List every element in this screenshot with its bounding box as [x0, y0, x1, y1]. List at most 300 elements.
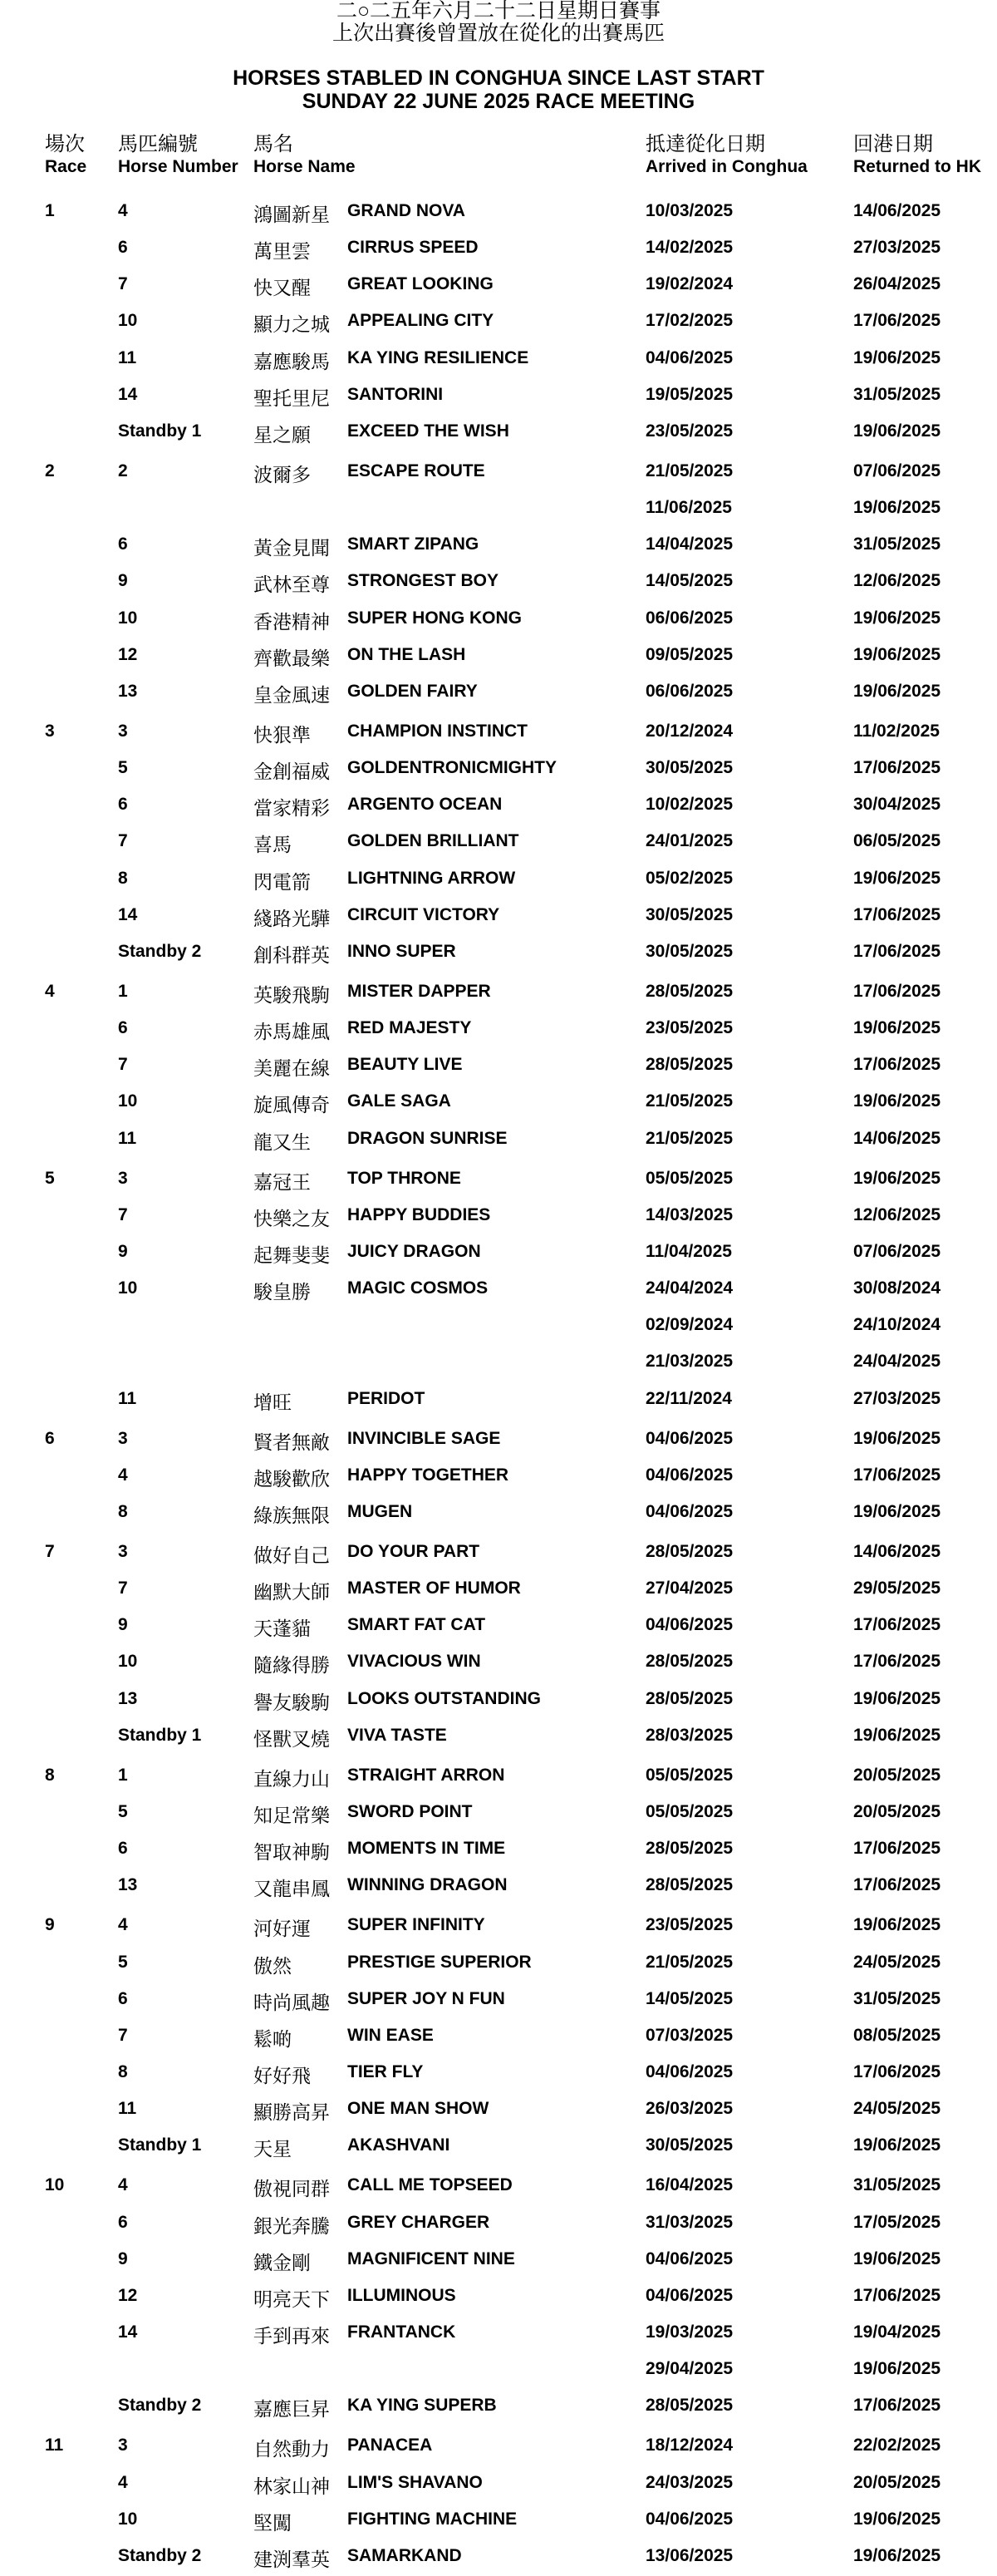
arrived-date-cell: 28/05/2025 — [646, 981, 734, 1001]
arrived-date-cell: 20/12/2024 — [646, 721, 734, 741]
arrived-date-cell: 04/06/2025 — [646, 1615, 734, 1635]
horse-number-cell: 6 — [118, 1018, 128, 1038]
table-row — [0, 675, 997, 712]
arrived-date-cell: 10/02/2025 — [646, 795, 734, 815]
horse-number-cell: 6 — [118, 1839, 128, 1859]
arrived-date-cell: 14/05/2025 — [646, 571, 734, 591]
table-row — [0, 602, 997, 638]
returned-date-cell: 19/06/2025 — [853, 1091, 941, 1111]
returned-date-cell: 30/04/2025 — [853, 795, 941, 815]
horse-name-en-cell: CHAMPION INSTINCT — [347, 721, 528, 741]
table-row — [0, 1122, 997, 1159]
returned-date-cell: 19/06/2025 — [853, 2545, 941, 2565]
table-row — [0, 2056, 997, 2092]
returned-date-cell: 19/06/2025 — [853, 2509, 941, 2529]
returned-date-cell: 19/06/2025 — [853, 868, 941, 888]
title-en-line2: SUNDAY 22 JUNE 2025 RACE MEETING — [302, 90, 695, 113]
arrived-date-cell: 21/05/2025 — [646, 1128, 734, 1148]
horse-name-zh-cell: 譽友駿駒 — [253, 1691, 330, 1713]
arrived-date-cell: 21/05/2025 — [646, 1091, 734, 1111]
horse-name-zh-cell: 鐵金剛 — [253, 2251, 311, 2273]
race-cell: 4 — [45, 981, 55, 1001]
title-en-line1: HORSES STABLED IN CONGHUA SINCE LAST START — [233, 66, 764, 90]
horse-name-en-cell: HAPPY TOGETHER — [347, 1465, 509, 1485]
horse-name-zh-cell: 堅闖 — [253, 2511, 292, 2534]
horse-name-en-cell: ON THE LASH — [347, 644, 466, 664]
table-row — [0, 2092, 997, 2129]
table-row — [0, 1235, 997, 1272]
horse-number-cell: 12 — [118, 644, 138, 664]
header-returned — [853, 133, 981, 178]
horse-name-en-cell: SAMARKAND — [347, 2545, 462, 2565]
horse-name-zh-cell: 增旺 — [253, 1391, 292, 1413]
arrived-date-cell: 23/05/2025 — [646, 1915, 734, 1935]
horse-name-en-cell: PERIDOT — [347, 1388, 425, 1408]
returned-date-cell: 14/06/2025 — [853, 201, 941, 220]
race-cell: 1 — [45, 201, 55, 220]
horse-name-en-cell: MOMENTS IN TIME — [347, 1839, 506, 1859]
horse-name-zh-cell: 明亮天下 — [253, 2288, 330, 2310]
returned-date-cell: 17/06/2025 — [853, 1055, 941, 1075]
returned-date-cell: 17/06/2025 — [853, 1652, 941, 1672]
arrived-date-cell: 28/05/2025 — [646, 1542, 734, 1562]
horse-number-cell: 10 — [118, 1278, 138, 1298]
arrived-date-cell: 29/04/2025 — [646, 2359, 734, 2379]
horse-name-zh-cell: 時尚風趣 — [253, 1991, 330, 2013]
table-row — [0, 1682, 997, 1719]
header-number-en: Horse Number — [118, 157, 238, 176]
horse-name-zh-cell: 銀光奔騰 — [253, 2214, 330, 2237]
horse-name-zh-cell: 星之願 — [253, 423, 311, 446]
returned-date-cell: 07/06/2025 — [853, 1241, 941, 1261]
arrived-date-cell: 28/05/2025 — [646, 1652, 734, 1672]
horse-name-zh-cell: 建渕羣英 — [253, 2548, 330, 2570]
horse-number-cell: 4 — [118, 2472, 128, 2492]
table-row — [0, 1085, 997, 1121]
horse-name-zh-cell: 知足常樂 — [253, 1805, 330, 1827]
arrived-date-cell: 04/06/2025 — [646, 2248, 734, 2268]
horse-name-en-cell: SMART FAT CAT — [347, 1615, 486, 1635]
returned-date-cell: 17/06/2025 — [853, 981, 941, 1001]
arrived-date-cell: 05/05/2025 — [646, 1802, 734, 1822]
returned-date-cell: 06/05/2025 — [853, 831, 941, 851]
returned-date-cell: 17/06/2025 — [853, 311, 941, 331]
horse-number-cell: 4 — [118, 2175, 128, 2195]
table-row — [0, 788, 997, 825]
horse-name-en-cell: KA YING SUPERB — [347, 2396, 497, 2416]
horse-name-en-cell: CIRCUIT VICTORY — [347, 904, 500, 924]
returned-date-cell: 30/08/2024 — [853, 1278, 941, 1298]
horse-number-cell: 9 — [118, 571, 128, 591]
horse-name-en-cell: MASTER OF HUMOR — [347, 1579, 521, 1598]
returned-date-cell: 19/06/2025 — [853, 644, 941, 664]
horse-name-zh-cell: 旋風傳奇 — [253, 1094, 330, 1116]
table-row — [0, 1345, 997, 1382]
arrived-date-cell: 28/03/2025 — [646, 1725, 734, 1745]
table-row — [0, 1572, 997, 1608]
horse-name-en-cell: PANACEA — [347, 2436, 433, 2455]
horse-name-zh-cell: 傲視同群 — [253, 2178, 330, 2200]
header-arrived — [646, 133, 808, 178]
returned-date-cell: 17/06/2025 — [853, 2062, 941, 2082]
table-row — [0, 1719, 997, 1756]
horse-name-en-cell: PRESTIGE SUPERIOR — [347, 1952, 532, 1972]
arrived-date-cell: 14/04/2025 — [646, 534, 734, 554]
header-returned-zh: 回港日期 — [853, 133, 933, 155]
arrived-date-cell: 11/06/2025 — [646, 498, 732, 518]
arrived-date-cell: 22/11/2024 — [646, 1388, 732, 1408]
arrived-date-cell: 16/04/2025 — [646, 2175, 734, 2195]
returned-date-cell: 17/06/2025 — [853, 1839, 941, 1859]
header-number-zh: 馬匹編號 — [118, 133, 198, 155]
horse-name-en-cell: SMART ZIPANG — [347, 534, 479, 554]
header-race — [45, 133, 86, 178]
horse-number-cell: 5 — [118, 758, 128, 778]
returned-date-cell: 19/06/2025 — [853, 1018, 941, 1038]
horse-name-zh-cell: 天蓬貓 — [253, 1618, 311, 1640]
horse-name-en-cell: INNO SUPER — [347, 941, 456, 961]
horse-number-cell: Standby 2 — [118, 2545, 202, 2565]
arrived-date-cell: 02/09/2024 — [646, 1315, 734, 1335]
horse-name-zh-cell: 智取神駒 — [253, 1841, 330, 1864]
horse-name-zh-cell: 快樂之友 — [253, 1207, 330, 1229]
table-row — [0, 2243, 997, 2279]
table-row — [0, 1048, 997, 1085]
horse-name-en-cell: SUPER HONG KONG — [347, 608, 523, 628]
table-row — [0, 899, 997, 935]
header-arrived-en: Arrived in Conghua — [646, 157, 808, 176]
returned-date-cell: 31/05/2025 — [853, 384, 941, 404]
arrived-date-cell: 21/05/2025 — [646, 461, 734, 480]
horse-number-cell: Standby 2 — [118, 941, 202, 961]
returned-date-cell: 19/06/2025 — [853, 681, 941, 701]
arrived-date-cell: 18/12/2024 — [646, 2436, 734, 2455]
returned-date-cell: 31/05/2025 — [853, 2175, 941, 2195]
horse-number-cell: 9 — [118, 2248, 128, 2268]
race-cell: 2 — [45, 461, 55, 480]
table-row — [0, 455, 997, 491]
horse-name-zh-cell: 駿皇勝 — [253, 1281, 311, 1303]
horse-name-zh-cell: 又龍串鳳 — [253, 1878, 330, 1900]
race-cell: 7 — [45, 1542, 55, 1562]
horse-name-zh-cell: 波爾多 — [253, 463, 311, 485]
returned-date-cell: 27/03/2025 — [853, 1388, 941, 1408]
returned-date-cell: 27/03/2025 — [853, 238, 941, 258]
returned-date-cell: 14/06/2025 — [853, 1128, 941, 1148]
returned-date-cell: 19/06/2025 — [853, 608, 941, 628]
horse-number-cell: 13 — [118, 681, 138, 701]
horse-number-cell: Standby 1 — [118, 421, 202, 441]
arrived-date-cell: 28/05/2025 — [646, 1055, 734, 1075]
horse-name-en-cell: EXCEED THE WISH — [347, 421, 509, 441]
horse-name-en-cell: MAGIC COSMOS — [347, 1278, 489, 1298]
horse-name-zh-cell: 香港精神 — [253, 610, 330, 633]
horse-name-zh-cell: 閃電箭 — [253, 870, 311, 893]
race-cell: 6 — [45, 1428, 55, 1448]
horse-number-cell: 4 — [118, 201, 128, 220]
horse-name-zh-cell: 自然動力 — [253, 2438, 330, 2460]
table-row — [0, 715, 997, 751]
returned-date-cell: 17/06/2025 — [853, 1875, 941, 1895]
horse-number-cell: 11 — [118, 2099, 137, 2119]
table-row — [0, 304, 997, 341]
returned-date-cell: 22/02/2025 — [853, 2436, 941, 2455]
race-cell: 10 — [45, 2175, 65, 2195]
horse-name-zh-cell: 隨緣得勝 — [253, 1654, 330, 1677]
returned-date-cell: 19/06/2025 — [853, 1688, 941, 1708]
horse-name-zh-cell: 武林至尊 — [253, 574, 330, 596]
horse-name-en-cell: BEAUTY LIVE — [347, 1055, 463, 1075]
table-row — [0, 1608, 997, 1645]
horse-name-en-cell: DRAGON SUNRISE — [347, 1128, 508, 1148]
horse-name-en-cell: DO YOUR PART — [347, 1542, 480, 1562]
returned-date-cell: 17/06/2025 — [853, 2285, 941, 2305]
table-row — [0, 1909, 997, 1945]
returned-date-cell: 19/06/2025 — [853, 2248, 941, 2268]
table-row — [0, 1422, 997, 1459]
header-race-zh: 場次 — [45, 133, 85, 155]
arrived-date-cell: 24/03/2025 — [646, 2472, 734, 2492]
horse-name-en-cell: STRAIGHT ARRON — [347, 1765, 505, 1785]
table-header — [0, 133, 997, 183]
returned-date-cell: 19/06/2025 — [853, 1501, 941, 1521]
horse-number-cell: 10 — [118, 608, 138, 628]
horse-name-zh-cell: 綠族無限 — [253, 1504, 330, 1526]
returned-date-cell: 19/06/2025 — [853, 1915, 941, 1935]
table-row — [0, 564, 997, 601]
horse-name-zh-cell: 手到再來 — [253, 2325, 330, 2347]
arrived-date-cell: 07/03/2025 — [646, 2025, 734, 2045]
horse-name-en-cell: GOLDEN FAIRY — [347, 681, 478, 701]
table-row — [0, 1272, 997, 1308]
horse-number-cell: 3 — [118, 1428, 128, 1448]
horse-name-zh-cell: 龍又生 — [253, 1130, 311, 1153]
horse-number-cell: Standby 1 — [118, 2135, 202, 2155]
arrived-date-cell: 04/06/2025 — [646, 1428, 734, 1448]
table-row — [0, 415, 997, 451]
horse-name-en-cell: ESCAPE ROUTE — [347, 461, 485, 480]
table-row — [0, 1162, 997, 1199]
race-cell: 9 — [45, 1915, 55, 1935]
horse-number-cell: 6 — [118, 238, 128, 258]
horse-number-cell: 14 — [118, 904, 138, 924]
table-row — [0, 1795, 997, 1832]
horse-name-en-cell: RED MAJESTY — [347, 1018, 472, 1038]
horse-number-cell: 3 — [118, 1542, 128, 1562]
horse-number-cell: 7 — [118, 831, 128, 851]
header-returned-en: Returned to HK — [853, 157, 981, 176]
table-row — [0, 491, 997, 528]
horse-name-zh-cell: 嘉應駿馬 — [253, 350, 330, 372]
horse-name-en-cell: WIN EASE — [347, 2025, 434, 2045]
table-row — [0, 1012, 997, 1048]
horse-number-cell: 1 — [118, 981, 128, 1001]
returned-date-cell: 12/06/2025 — [853, 571, 941, 591]
arrived-date-cell: 14/03/2025 — [646, 1204, 734, 1224]
table-row — [0, 268, 997, 304]
arrived-date-cell: 04/06/2025 — [646, 1501, 734, 1521]
horse-name-zh-cell: 皇金風速 — [253, 683, 330, 706]
horse-name-en-cell: FRANTANCK — [347, 2322, 456, 2342]
returned-date-cell: 19/06/2025 — [853, 1725, 941, 1745]
table-row — [0, 2429, 997, 2465]
horse-number-cell: 9 — [118, 1615, 128, 1635]
returned-date-cell: 17/06/2025 — [853, 1465, 941, 1485]
horse-name-zh-cell: 起舞斐斐 — [253, 1244, 330, 1266]
returned-date-cell: 24/05/2025 — [853, 1952, 941, 1972]
horse-name-en-cell: JUICY DRAGON — [347, 1241, 481, 1261]
header-race-en: Race — [45, 157, 87, 176]
horse-name-en-cell: GREY CHARGER — [347, 2212, 490, 2232]
horse-number-cell: 11 — [118, 1388, 137, 1408]
horse-number-cell: 10 — [118, 311, 138, 331]
horse-name-zh-cell: 嘉應巨昇 — [253, 2398, 330, 2421]
returned-date-cell: 20/05/2025 — [853, 2472, 941, 2492]
arrived-date-cell: 28/05/2025 — [646, 1875, 734, 1895]
table-row — [0, 2206, 997, 2243]
horse-number-cell: 11 — [118, 347, 137, 367]
arrived-date-cell: 17/02/2025 — [646, 311, 734, 331]
horse-name-zh-cell: 鬆啲 — [253, 2027, 292, 2050]
horse-name-en-cell: VIVACIOUS WIN — [347, 1652, 481, 1672]
arrived-date-cell: 06/06/2025 — [646, 608, 734, 628]
table-row — [0, 1308, 997, 1345]
horse-name-en-cell: HAPPY BUDDIES — [347, 1204, 491, 1224]
horse-name-en-cell: FIGHTING MACHINE — [347, 2509, 518, 2529]
horse-number-cell: 3 — [118, 1168, 128, 1188]
arrived-date-cell: 26/03/2025 — [646, 2099, 734, 2119]
horse-name-en-cell: WINNING DRAGON — [347, 1875, 508, 1895]
arrived-date-cell: 30/05/2025 — [646, 941, 734, 961]
horse-number-cell: 10 — [118, 1091, 138, 1111]
table-row — [0, 1869, 997, 1905]
table-row — [0, 2466, 997, 2503]
horse-name-en-cell: TIER FLY — [347, 2062, 424, 2082]
horse-name-zh-cell: 做好自己 — [253, 1544, 330, 1567]
horse-table-body — [0, 195, 997, 2576]
arrived-date-cell: 04/06/2025 — [646, 2509, 734, 2529]
returned-date-cell: 17/06/2025 — [853, 2396, 941, 2416]
horse-name-en-cell: TOP THRONE — [347, 1168, 461, 1188]
table-row — [0, 862, 997, 899]
horse-name-en-cell: GALE SAGA — [347, 1091, 451, 1111]
table-row — [0, 342, 997, 378]
arrived-date-cell: 13/06/2025 — [646, 2545, 734, 2565]
horse-name-zh-cell: 好好飛 — [253, 2065, 311, 2087]
table-row — [0, 1382, 997, 1419]
horse-name-en-cell: LIM'S SHAVANO — [347, 2472, 483, 2492]
table-row — [0, 2389, 997, 2426]
horse-name-zh-cell: 萬里雲 — [253, 240, 311, 263]
horse-name-zh-cell: 綫路光驊 — [253, 907, 330, 929]
table-row — [0, 975, 997, 1012]
arrived-date-cell: 24/04/2024 — [646, 1278, 734, 1298]
arrived-date-cell: 24/01/2025 — [646, 831, 734, 851]
horse-number-cell: 3 — [118, 2436, 128, 2455]
horse-number-cell: 10 — [118, 1652, 138, 1672]
horse-name-en-cell: ILLUMINOUS — [347, 2285, 456, 2305]
table-row — [0, 1645, 997, 1682]
horse-name-zh-cell: 幽默大師 — [253, 1581, 330, 1603]
horse-name-en-cell: KA YING RESILIENCE — [347, 347, 529, 367]
arrived-date-cell: 19/05/2025 — [646, 384, 734, 404]
arrived-date-cell: 28/05/2025 — [646, 1688, 734, 1708]
race-cell: 5 — [45, 1168, 55, 1188]
table-row — [0, 2539, 997, 2576]
arrived-date-cell: 04/06/2025 — [646, 347, 734, 367]
horse-name-zh-cell: 英駿飛駒 — [253, 983, 330, 1006]
header-name-zh: 馬名 — [253, 133, 293, 155]
horse-number-cell: 8 — [118, 868, 128, 888]
horse-name-en-cell: MISTER DAPPER — [347, 981, 491, 1001]
horse-number-cell: 13 — [118, 1688, 138, 1708]
horse-name-en-cell: CALL ME TOPSEED — [347, 2175, 513, 2195]
arrived-date-cell: 31/03/2025 — [646, 2212, 734, 2232]
horse-name-zh-cell: 快又醒 — [253, 277, 311, 299]
title-zh-line2: 上次出賽後曾置放在從化的出賽馬匹 — [332, 22, 665, 45]
arrived-date-cell: 23/05/2025 — [646, 421, 734, 441]
horse-name-en-cell: GOLDENTRONICMIGHTY — [347, 758, 557, 778]
table-row — [0, 638, 997, 675]
horse-number-cell: 12 — [118, 2285, 138, 2305]
horse-number-cell: 7 — [118, 1204, 128, 1224]
horse-name-zh-cell: 河好運 — [253, 1918, 311, 1940]
horse-number-cell: 8 — [118, 2062, 128, 2082]
returned-date-cell: 14/06/2025 — [853, 1542, 941, 1562]
horse-number-cell: 9 — [118, 1241, 128, 1261]
horse-name-zh-cell: 賢者無敵 — [253, 1431, 330, 1453]
horse-name-zh-cell: 天星 — [253, 2138, 292, 2160]
arrived-date-cell: 06/06/2025 — [646, 681, 734, 701]
horse-name-zh-cell: 金創福威 — [253, 761, 330, 783]
table-row — [0, 2169, 997, 2205]
horse-name-zh-cell: 越駿歡欣 — [253, 1467, 330, 1490]
horse-number-cell: 14 — [118, 2322, 138, 2342]
arrived-date-cell: 30/05/2025 — [646, 2135, 734, 2155]
horse-name-zh-cell: 美麗在線 — [253, 1057, 330, 1080]
table-row — [0, 378, 997, 415]
table-row — [0, 751, 997, 788]
horse-number-cell: 4 — [118, 1915, 128, 1935]
table-row — [0, 1946, 997, 1982]
horse-name-zh-cell: 當家精彩 — [253, 797, 330, 820]
horse-name-en-cell: SANTORINI — [347, 384, 444, 404]
arrived-date-cell: 27/04/2025 — [646, 1579, 734, 1598]
returned-date-cell: 31/05/2025 — [853, 534, 941, 554]
horse-number-cell: 6 — [118, 795, 128, 815]
horse-name-en-cell: CIRRUS SPEED — [347, 238, 479, 258]
table-row — [0, 2352, 997, 2389]
horse-name-zh-cell: 齊歡最樂 — [253, 647, 330, 669]
arrived-date-cell: 19/03/2025 — [646, 2322, 734, 2342]
horse-name-en-cell: LIGHTNING ARROW — [347, 868, 516, 888]
table-row — [0, 2279, 997, 2316]
arrived-date-cell: 23/05/2025 — [646, 1018, 734, 1038]
header-arrived-zh: 抵達從化日期 — [646, 133, 765, 155]
horse-number-cell: 3 — [118, 721, 128, 741]
horse-number-cell: 7 — [118, 1579, 128, 1598]
returned-date-cell: 19/06/2025 — [853, 2359, 941, 2379]
horse-name-en-cell: LOOKS OUTSTANDING — [347, 1688, 541, 1708]
horse-number-cell: 4 — [118, 1465, 128, 1485]
returned-date-cell: 20/05/2025 — [853, 1802, 941, 1822]
table-row — [0, 1459, 997, 1495]
returned-date-cell: 19/06/2025 — [853, 1168, 941, 1188]
table-row — [0, 2129, 997, 2165]
arrived-date-cell: 28/05/2025 — [646, 2396, 734, 2416]
arrived-date-cell: 28/05/2025 — [646, 1839, 734, 1859]
horse-number-cell: Standby 2 — [118, 2396, 202, 2416]
